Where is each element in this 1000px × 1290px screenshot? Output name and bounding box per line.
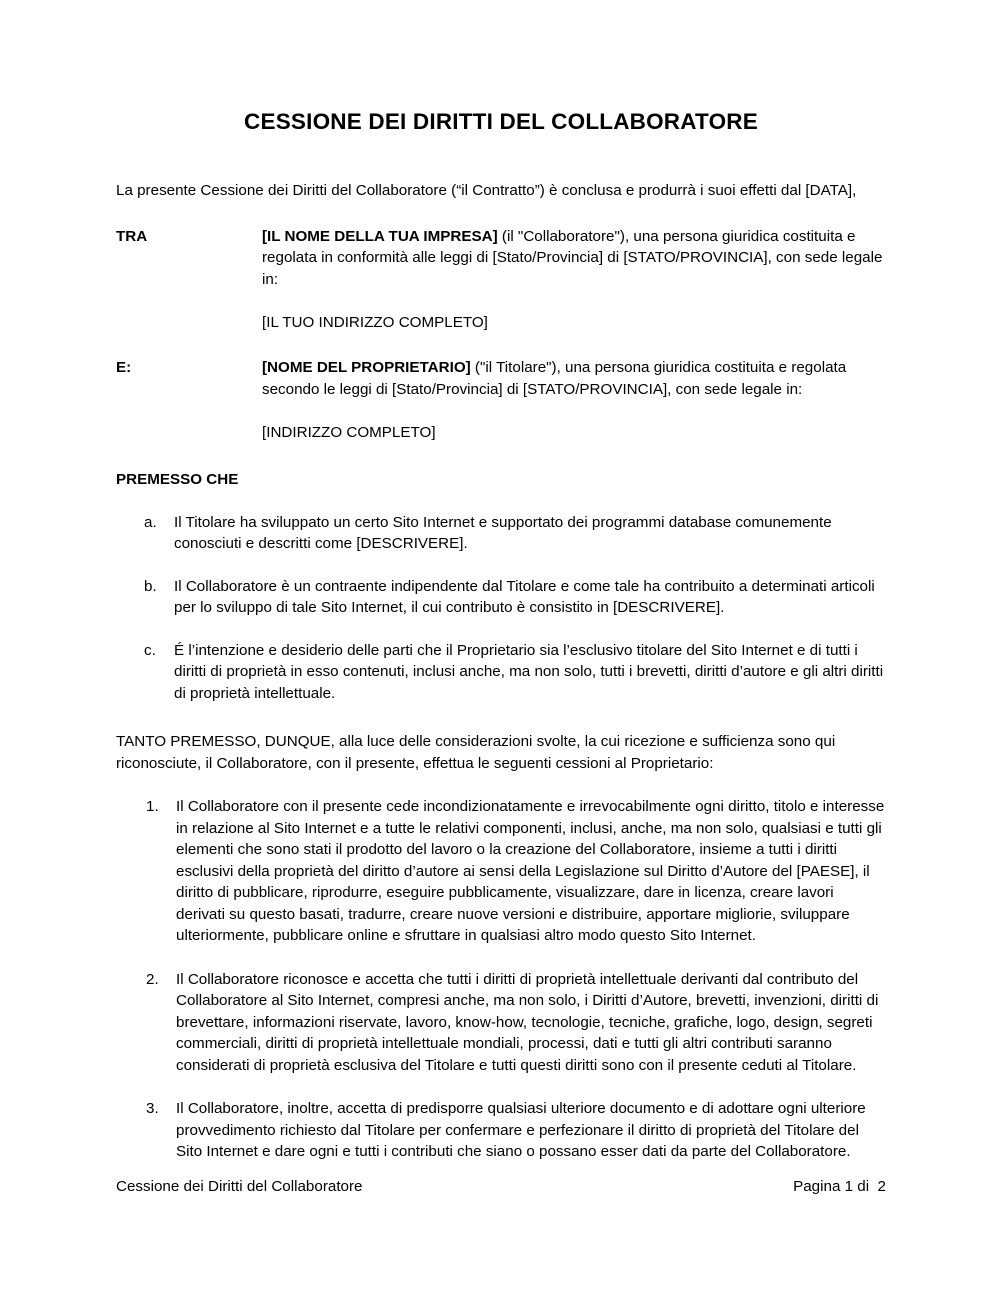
party-description-line (262, 226, 886, 291)
recitals-heading: PREMESSO CHE (116, 471, 239, 488)
footer-document-name: Cessione dei Diritti del Collaboratore (116, 1178, 363, 1195)
document-body (116, 0, 886, 1290)
list-text: Il Collaboratore è un contraente indipendente dal Titolare e come tale ha contribuito a determinati articoli per lo sviluppo di tale Sito Internet, il cui contributo è consistito in [DESCRIVERE]. (174, 577, 875, 616)
list-marker: 2. (146, 970, 159, 988)
list-marker: c. (144, 641, 156, 659)
party-description: ("il Titolare"), una persona giuridica costituita e regolata secondo le leggi di [Stato/Provincia] di [STATO/PROVINCIA], con sede legale in: (262, 359, 847, 398)
party-name: [NOME DEL PROPRIETARIO] (262, 359, 471, 376)
party-label: TRA (116, 227, 148, 245)
party-label: E: (116, 359, 132, 376)
party-body (262, 357, 886, 443)
party-name: [IL NOME DELLA TUA IMPRESA] (262, 227, 498, 245)
clauses-list (116, 796, 886, 1163)
list-text: Il Titolare ha sviluppato un certo Sito Internet e supportato dei programmi database comunemente conosciuti e descritti come [DESCRIVERE]. (174, 513, 832, 552)
page-footer (116, 1176, 886, 1198)
list-item (116, 640, 886, 705)
recitals-list (116, 512, 886, 705)
party-description-line (262, 357, 886, 400)
page-title: CESSIONE DEI DIRITTI DEL COLLABORATORE (244, 109, 758, 134)
party-body (262, 226, 886, 334)
party-address: [IL TUO INDIRIZZO COMPLETO] (262, 313, 488, 331)
footer-page-number: Pagina 1 di 2 (793, 1178, 886, 1195)
list-marker: b. (144, 577, 157, 595)
party-block-collaborator (116, 226, 886, 334)
list-marker: 3. (146, 1100, 159, 1117)
list-marker: a. (144, 513, 157, 531)
operative-intro-paragraph: TANTO PREMESSO, DUNQUE, alla luce delle considerazioni svolte, la cui ricezione e sufficienza sono qui riconosciute, il Collaboratore, con il presente, effettua le seguenti cessioni al Proprietario: (116, 733, 836, 772)
party-address: [INDIRIZZO COMPLETO] (262, 423, 436, 441)
list-text: É l’intenzione e desiderio delle parti che il Proprietario sia l’esclusivo titolare del Sito Internet e di tutti i diritti di proprietà in esso contenuti, inclusi anche, ma non solo, tutti i brevetti, diritti d’autore e gli altri diritti di proprietà intellettuale. (174, 641, 884, 702)
list-item (116, 512, 886, 555)
party-description: (il "Collaboratore"), una persona giuridica costituita e regolata in conformità alle leggi di [Stato/Provincia] di [STATO/PROVINCIA], con sede legale in: (262, 227, 883, 288)
intro-paragraph: La presente Cessione dei Diritti del Collaboratore (“il Contratto”) è conclusa e produrrà i suoi effetti dal [DATA], (116, 182, 857, 199)
list-item (116, 796, 886, 947)
list-item (116, 1098, 886, 1163)
list-item (116, 969, 886, 1077)
list-text: Il Collaboratore con il presente cede incondizionatamente e irrevocabilmente ogni diritto, titolo e interesse in relazione al Sito Internet e a tutte le relativi componenti, inclusi, anche, ma non solo, qualsiasi e tutti gli elementi che sono stati il prodotto del lavoro o la creazione del Collaboratore, insieme a tutti i diritti esclusivi della proprietà del diritto d’autore ai sensi della Legislazione sul Diritto d’Autore del [PAESE], il diritto di pubblicare, riprodurre, eseguire pubblicamente, visualizzare, dare in licenza, creare lavori derivati su questo basati, tradurre, creare nuove versioni e distribuire, apportare migliorie, sviluppare ulteriormente, pubblicare online e sfruttare in qualsiasi altro modo questo Sito Internet. (176, 798, 885, 944)
list-text: Il Collaboratore, inoltre, accetta di predisporre qualsiasi ulteriore documento e di adottare ogni ulteriore provvedimento richiesto dal Titolare per confermare e perfezionare il diritto di proprietà del Titolare del Sito Internet e dare ogni e tutti i contributi che siano o possano esser dati da parte del Collaboratore. (176, 1100, 866, 1160)
party-block-owner (116, 357, 886, 443)
list-text: Il Collaboratore riconosce e accetta che tutti i diritti di proprietà intellettuale derivanti dal contributo del Collaboratore al Sito Internet, compresi anche, ma non solo, i Diritti d’Autore, brevetti, invenzioni, diritti di brevettare, informazioni riservate, lavoro, know-how, tecnologie, tecniche, grafiche, logo, design, segreti commerciali, diritti di proprietà intellettuale mondiali, processi, dati e tutti gli altri contributi saranno considerati di proprietà esclusiva del Titolare e tutti questi diritti sono con il presente ceduti al Titolare. (176, 970, 879, 1074)
list-item (116, 576, 886, 619)
list-marker: 1. (146, 798, 159, 815)
